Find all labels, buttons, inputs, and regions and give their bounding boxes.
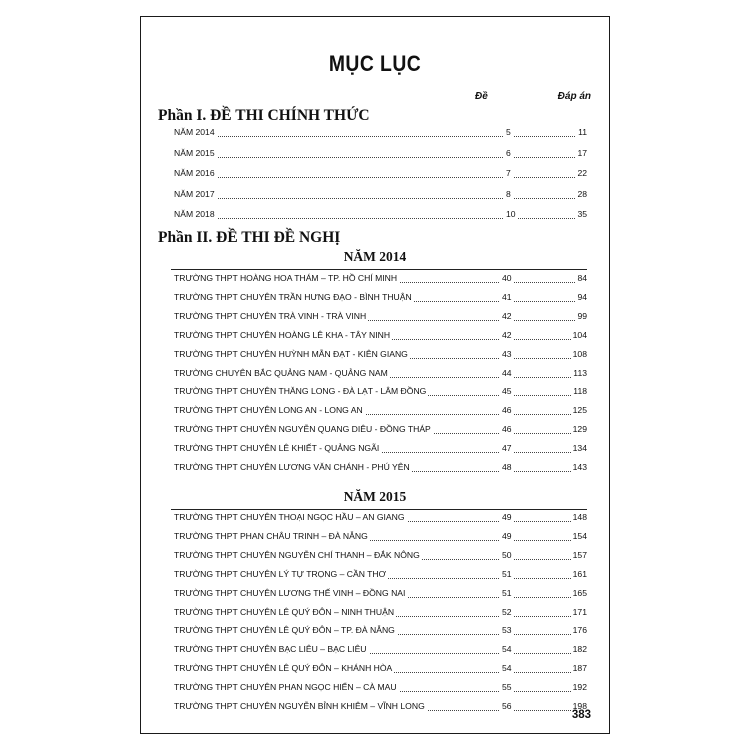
toc-row-dap-an-page: 176 <box>572 625 587 636</box>
toc-row-label: TRƯỜNG THPT CHUYÊN NGUYỄN CHÍ THANH – ĐẮK NÔNG <box>174 549 420 560</box>
toc-row <box>174 510 587 523</box>
toc-row-de-page: 42 <box>502 310 512 321</box>
toc-row-dap-an-page: 84 <box>577 273 587 283</box>
toc-row <box>174 146 587 159</box>
toc-row-dap-an-page: 148 <box>572 512 587 522</box>
dot-leader <box>174 218 587 219</box>
toc-row <box>174 187 587 200</box>
toc-row-dap-an-page: 171 <box>572 606 587 617</box>
toc-row <box>174 422 587 435</box>
page-title: MỤC LỤC <box>328 51 422 76</box>
page-number: 383 <box>571 709 591 721</box>
toc-row-de-page: 50 <box>502 549 512 560</box>
toc-row-label: TRƯỜNG THPT CHUYÊN LÊ KHIẾT - QUẢNG NGÃI <box>174 443 380 454</box>
toc-row-dap-an-page: 129 <box>572 424 587 435</box>
toc-row-label: TRƯỜNG THPT CHUYÊN LƯƠNG THẾ VINH – ĐỒNG NAI <box>174 587 406 598</box>
toc-row-dap-an-page: 182 <box>572 644 587 655</box>
toc-row-label: TRƯỜNG THPT CHUYÊN LÊ QUÝ ĐÔN – KHÁNH HÒA <box>174 663 393 674</box>
toc-row-label: TRƯỜNG THPT CHUYÊN LÊ QUÝ ĐÔN – TP. ĐÀ NẴNG <box>174 625 395 636</box>
toc-row <box>174 347 587 360</box>
toc-row-label: NĂM 2017 <box>174 188 215 199</box>
toc-row-de-page: 52 <box>502 606 512 617</box>
year-divider-2014 <box>171 269 587 270</box>
toc-row <box>174 605 587 618</box>
toc-row-label: TRƯỜNG THPT CHUYÊN NGUYỄN QUANG DIÊU - ĐỒNG THÁP <box>174 424 431 435</box>
toc-row <box>174 384 587 397</box>
toc-row-dap-an-page: 134 <box>572 443 587 454</box>
toc-row-label: TRƯỜNG THPT CHUYÊN NGUYỄN BỈNH KHIÊM – VĨNH LONG <box>174 701 425 711</box>
toc-row <box>174 441 587 454</box>
toc-row <box>174 529 587 542</box>
toc-row-dap-an-page: 165 <box>572 587 587 598</box>
toc-row-de-page: 49 <box>502 512 512 522</box>
toc-row <box>174 271 587 284</box>
toc-row <box>174 586 587 599</box>
toc-row <box>174 290 587 303</box>
dot-leader <box>174 136 587 137</box>
toc-row <box>174 680 587 693</box>
toc-row-de-page: 51 <box>502 568 512 579</box>
toc-row <box>174 207 587 220</box>
toc-row-de-page: 7 <box>506 168 511 178</box>
toc-row-label: TRƯỜNG THPT CHUYÊN LƯƠNG VĂN CHÁNH - PHÚ YÊN <box>174 462 410 472</box>
toc-row-dap-an-page: 157 <box>572 549 587 560</box>
toc-row-de-page: 44 <box>502 367 512 378</box>
toc-row-de-page: 8 <box>506 188 511 199</box>
toc-row <box>174 125 587 138</box>
toc-row-dap-an-page: 17 <box>577 147 587 158</box>
toc-row-de-page: 40 <box>502 273 512 283</box>
toc-row-de-page: 51 <box>502 587 512 598</box>
toc-row-de-page: 55 <box>502 682 512 693</box>
toc-row-dap-an-page: 143 <box>572 462 587 472</box>
toc-row-de-page: 42 <box>502 329 512 340</box>
toc-row-dap-an-page: 113 <box>573 367 587 378</box>
toc-row-de-page: 49 <box>502 530 512 541</box>
toc-row-dap-an-page: 11 <box>578 127 587 137</box>
toc-row-de-page: 53 <box>502 625 512 636</box>
toc-row-de-page: 47 <box>502 443 512 454</box>
toc-row-de-page: 5 <box>506 127 511 137</box>
toc-row-label: TRƯỜNG THPT CHUYÊN THOẠI NGỌC HẦU – AN GIANG <box>174 512 405 522</box>
year-heading-2014: NĂM 2014 <box>343 249 407 264</box>
toc-row-dap-an-page: 108 <box>572 348 587 359</box>
toc-row-dap-an-page: 94 <box>577 291 587 302</box>
toc-row-label: NĂM 2016 <box>174 168 215 178</box>
dot-leader <box>174 198 587 199</box>
toc-row <box>174 642 587 655</box>
dot-leader <box>174 157 587 158</box>
toc-row <box>174 328 587 341</box>
toc-row <box>174 661 587 674</box>
toc-row-label: TRƯỜNG THPT CHUYÊN BẠC LIÊU – BẠC LIÊU <box>174 644 367 655</box>
toc-row-label: TRƯỜNG CHUYÊN BẮC QUẢNG NAM - QUẢNG NAM <box>174 367 388 378</box>
year-heading-2015: NĂM 2015 <box>343 489 407 504</box>
part1-heading: Phần I. ĐỀ THI CHÍNH THỨC <box>158 107 370 124</box>
toc-row <box>174 309 587 322</box>
toc-row-label: TRƯỜNG THPT PHAN CHÂU TRINH – ĐÀ NẴNG <box>174 530 368 541</box>
toc-row-dap-an-page: 99 <box>577 310 587 321</box>
toc-row-de-page: 46 <box>502 405 512 416</box>
toc-row <box>174 403 587 416</box>
toc-row-dap-an-page: 104 <box>572 329 587 340</box>
toc-row-de-page: 41 <box>502 291 512 302</box>
toc-row-de-page: 48 <box>502 462 512 472</box>
book-page <box>140 16 610 734</box>
toc-row-de-page: 45 <box>502 386 512 397</box>
toc-row-de-page: 10 <box>506 209 516 219</box>
toc-row-dap-an-page: 198 <box>572 701 587 711</box>
toc-row <box>174 548 587 561</box>
toc-row-dap-an-page: 187 <box>572 663 587 674</box>
toc-row-de-page: 54 <box>502 644 512 655</box>
toc-row-label: NĂM 2018 <box>174 209 215 219</box>
toc-row-dap-an-page: 154 <box>572 530 587 541</box>
toc-row <box>174 567 587 580</box>
toc-row-dap-an-page: 35 <box>577 209 587 219</box>
toc-row-dap-an-page: 192 <box>572 682 587 693</box>
toc-row <box>174 699 587 712</box>
toc-row-de-page: 56 <box>502 701 512 711</box>
dot-leader <box>174 177 587 178</box>
toc-row-dap-an-page: 125 <box>572 405 587 416</box>
toc-row <box>174 623 587 636</box>
toc-row-de-page: 46 <box>502 424 512 435</box>
toc-row-label: TRƯỜNG THPT CHUYÊN LÊ QUÝ ĐÔN – NINH THUẬN <box>174 606 395 617</box>
toc-row-de-page: 43 <box>502 348 512 359</box>
part2-heading: Phần II. ĐỀ THI ĐỀ NGHỊ <box>158 229 341 246</box>
toc-row-label: TRƯỜNG THPT CHUYÊN PHAN NGỌC HIỂN – CÀ MAU <box>174 682 397 693</box>
column-header-dap-an: Đáp án <box>557 91 591 102</box>
toc-row-label: TRƯỜNG THPT CHUYÊN TRẦN HƯNG ĐẠO - BÌNH THUẬN <box>174 291 412 302</box>
toc-row-dap-an-page: 118 <box>573 386 587 397</box>
toc-row-label: TRƯỜNG THPT HOÀNG HOA THÁM – TP. HỒ CHÍ MINH <box>174 273 398 283</box>
toc-row <box>174 460 587 473</box>
toc-row-label: NĂM 2015 <box>174 147 215 158</box>
toc-row-label: TRƯỜNG THPT CHUYÊN THĂNG LONG - ĐÀ LẠT - LÂM ĐỒNG <box>174 386 427 397</box>
toc-row <box>174 366 587 379</box>
toc-row-label: TRƯỜNG THPT CHUYÊN HUỲNH MẪN ĐẠT - KIÊN GIANG <box>174 348 408 359</box>
toc-row <box>174 166 587 179</box>
toc-row-label: TRƯỜNG THPT CHUYÊN LÝ TỰ TRỌNG – CẦN THƠ <box>174 568 386 579</box>
toc-row-de-page: 54 <box>502 663 512 674</box>
column-header-de: Đề <box>475 91 488 102</box>
toc-row-label: NĂM 2014 <box>174 127 215 137</box>
toc-row-dap-an-page: 22 <box>577 168 587 178</box>
toc-row-label: TRƯỜNG THPT CHUYÊN HOÀNG LÊ KHA - TÂY NINH <box>174 329 391 340</box>
toc-row-dap-an-page: 161 <box>572 568 587 579</box>
toc-row-label: TRƯỜNG THPT CHUYÊN LONG AN - LONG AN <box>174 405 363 416</box>
toc-row-de-page: 6 <box>506 147 511 158</box>
toc-row-label: TRƯỜNG THPT CHUYÊN TRÀ VINH - TRÀ VINH <box>174 310 367 321</box>
toc-row-dap-an-page: 28 <box>577 188 587 199</box>
